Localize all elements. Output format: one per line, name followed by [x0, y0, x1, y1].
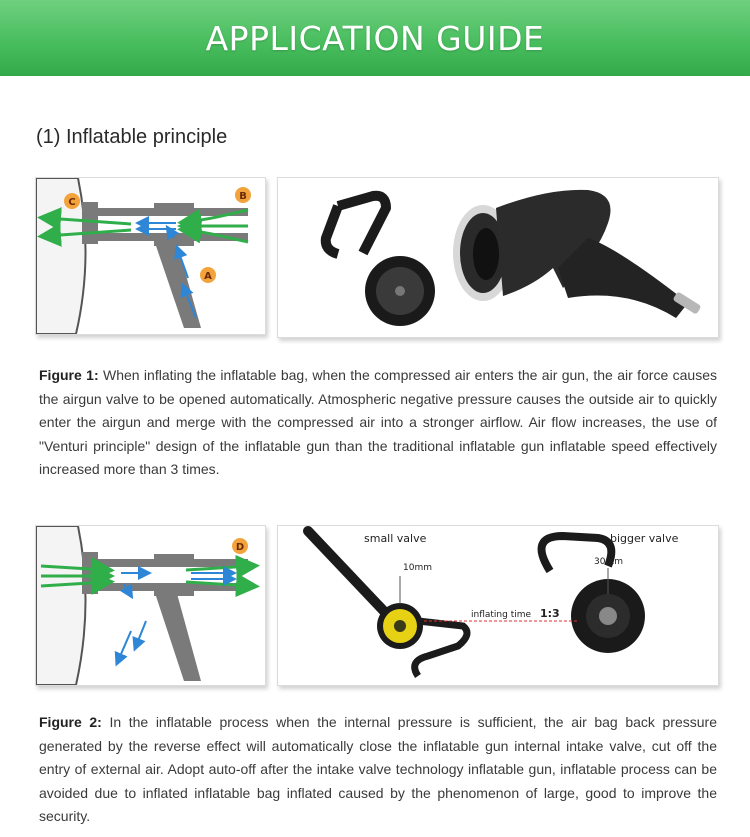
- figure2-text: In the inflatable process when the internal pressure is sufficient, the air bag back pressure generated by the reverse effect will automatically close the inflatable gun internal intake valve, cut off the entry of external air. Adopt auto-off after the intake valve technology inflatable gun, inflatable process can be avoided due to inflated inflatable bag inflated caused by the phenomenon of large, good to improve the security.: [39, 714, 717, 824]
- airgun-product-photo: [277, 177, 719, 338]
- figure2-caption: [39, 711, 717, 829]
- airflow-diagram-1: [35, 177, 266, 335]
- label-d: D: [235, 542, 245, 553]
- valve-illustration: [326, 196, 435, 326]
- bigger-valve-illustration: [542, 536, 645, 653]
- section-title: (1) Inflatable principle: [36, 126, 228, 148]
- ratio-label: inflating time: [471, 610, 532, 620]
- gun-body: [82, 552, 248, 681]
- bigger-valve-size: 30mm: [594, 557, 623, 567]
- page-title: APPLICATION GUIDE: [205, 18, 545, 58]
- figure2-label: Figure 2:: [39, 714, 102, 730]
- airgun-illustration: [453, 190, 702, 318]
- small-valve-size: 10mm: [403, 563, 432, 573]
- figure1-label: Figure 1:: [39, 367, 99, 383]
- airflow-diagram-2: [35, 525, 266, 686]
- bag-wall: [36, 526, 86, 685]
- valve-comparison-photo: [277, 525, 719, 686]
- airgun-product-illustration: [278, 178, 718, 337]
- figure1-caption: [39, 364, 717, 482]
- bigger-valve-label: bigger valve: [610, 532, 679, 545]
- label-b: B: [239, 191, 247, 202]
- ratio-value: 1:3: [540, 607, 560, 620]
- small-valve-illustration: [308, 531, 467, 676]
- valve-comparison-illustration: [278, 526, 718, 685]
- airflow-diagram-1-svg: [36, 178, 265, 334]
- label-a: A: [204, 271, 212, 282]
- figure1-text: When inflating the inflatable bag, when the compressed air enters the air gun, the air force causes the airgun valve to be opened automatically. Atmospheric negative pressure causes the outside air to quickly enter the airgun and merge with the compressed air into a stronger airflow. Air flow increases, the use of "Venturi principle" design of the inflatable gun than the traditional inflatable gun inflatable speed effectively increased more than 3 times.: [39, 367, 717, 477]
- header-banner: [0, 0, 750, 76]
- airflow-diagram-2-svg: [36, 526, 265, 685]
- label-c: C: [68, 197, 76, 208]
- small-valve-label: small valve: [364, 532, 427, 545]
